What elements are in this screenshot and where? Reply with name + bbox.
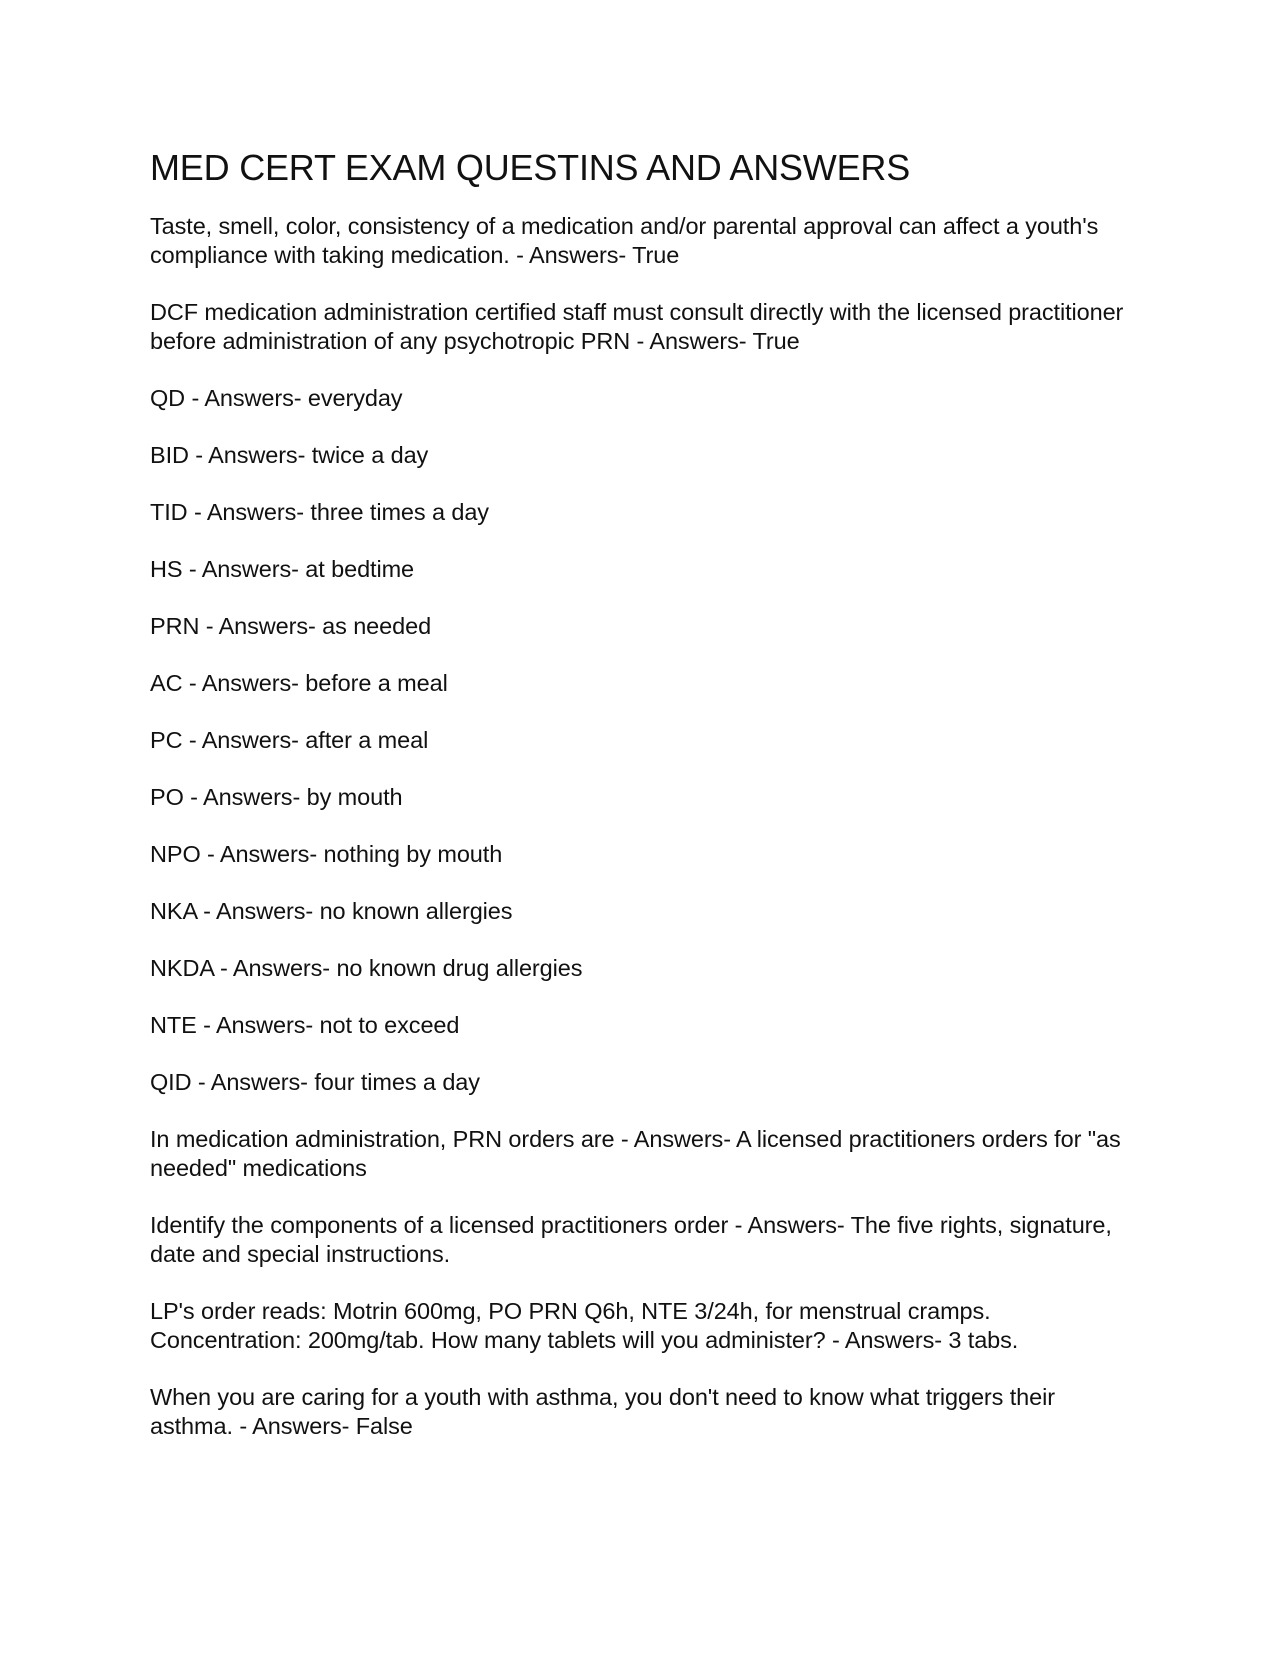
qa-item: NTE - Answers- not to exceed [150, 1012, 460, 1038]
qa-item: HS - Answers- at bedtime [150, 556, 415, 582]
qa-item: Taste, smell, color, consistency of a medication and/or parental approval can affect a youth's compliance with taking medication. - Answers- True [150, 213, 1099, 268]
document-title: MED CERT EXAM QUESTINS AND ANSWERS [150, 147, 911, 188]
qa-item: NKA - Answers- no known allergies [150, 898, 513, 924]
qa-item: Identify the components of a licensed practitioners order - Answers- The five rights, signature, date and special instructions. [150, 1212, 1112, 1267]
qa-item: In medication administration, PRN orders are - Answers- A licensed practitioners orders for "as needed" medications [150, 1126, 1121, 1181]
qa-item: BID - Answers- twice a day [150, 442, 429, 468]
qa-item: DCF medication administration certified staff must consult directly with the licensed practitioner before administration of any psychotropic PRN - Answers- True [150, 299, 1124, 354]
qa-item: NKDA - Answers- no known drug allergies [150, 955, 583, 981]
qa-item: AC - Answers- before a meal [150, 670, 448, 696]
qa-item: NPO - Answers- nothing by mouth [150, 841, 503, 867]
qa-item: PRN - Answers- as needed [150, 613, 432, 639]
qa-item: PC - Answers- after a meal [150, 727, 429, 753]
qa-item: LP's order reads: Motrin 600mg, PO PRN Q6h, NTE 3/24h, for menstrual cramps. Concentration: 200mg/tab. How many tablets will you administer? - Answers- 3 tabs. [150, 1298, 1019, 1353]
qa-item: QID - Answers- four times a day [150, 1069, 480, 1095]
document-page [150, 146, 1140, 1469]
qa-item: When you are caring for a youth with asthma, you don't need to know what triggers their asthma. - Answers- False [150, 1384, 1055, 1439]
qa-item: TID - Answers- three times a day [150, 499, 489, 525]
qa-item: PO - Answers- by mouth [150, 784, 403, 810]
qa-item: QD - Answers- everyday [150, 385, 403, 411]
